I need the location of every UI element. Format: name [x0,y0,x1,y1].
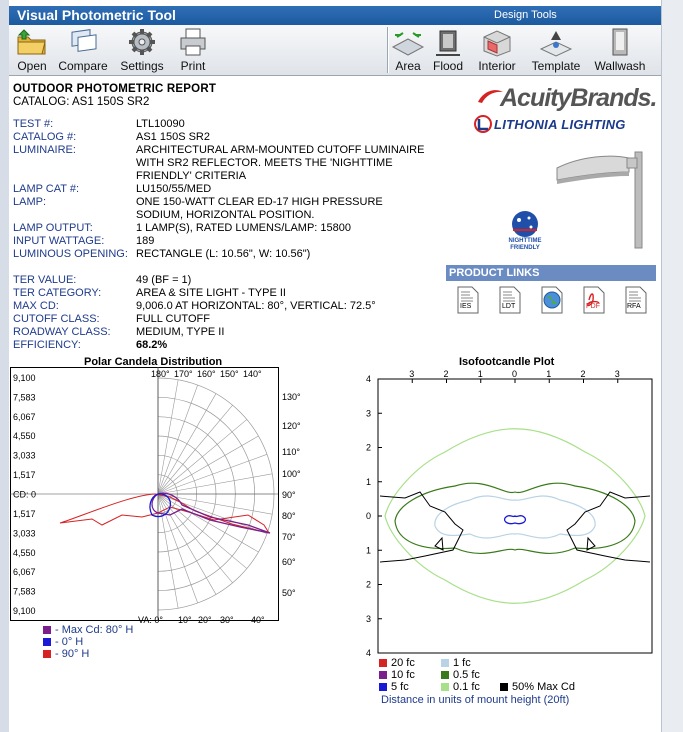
area-button[interactable] [391,27,425,73]
iso-left-tick: 2 [366,442,372,453]
nighttime-friendly-text: NIGHTTIME FRIENDLY [508,238,542,251]
polar-angle-label: 30° [220,615,234,625]
iso-chart-title: Isofootcandle Plot [459,356,555,368]
polar-chart-title: Polar Candela Distribution [84,356,223,368]
vertical-scrollbar[interactable] [661,0,683,732]
polar-candela-chart [10,367,350,627]
lithonia-mark-icon [473,115,493,133]
open-button[interactable] [13,27,51,73]
rfa-label: RFA [627,303,641,310]
field-label: CUTOFF CLASS: [13,313,100,325]
field-label: EFFICIENCY: [13,339,81,351]
polar-legend-0h [43,636,83,648]
ldt-label: LDT [502,303,516,310]
design-tools-label: Design Tools [494,9,557,21]
field-value: RECTANGLE (L: 10.56", W: 10.56") [136,248,311,260]
ies-link[interactable] [455,286,481,314]
template-button[interactable] [527,27,585,73]
luminaire-image [551,150,651,250]
wallwash-icon [603,27,637,57]
iso-contour-50pct-right [567,492,650,562]
field-label: TER CATEGORY: [13,287,102,299]
field-label: TEST #: [13,118,54,130]
iso-legend-label: 0.5 fc [453,669,480,681]
field-value: 68.2% [136,339,168,351]
ies-label: IES [460,303,472,310]
iso-legend-50pct [500,681,575,693]
iso-top-tick: 3 [409,369,415,379]
legend-swatch [441,659,449,667]
polar-cd-label: 1,517 [13,470,36,480]
polar-cd-label: 7,583 [13,392,36,403]
polar-angle-label: 40° [251,615,265,625]
iso-legend-5fc [379,681,409,693]
polar-angle-label: 80° [282,511,296,521]
iso-left-tick: 3 [366,408,372,419]
iso-top-tick: 0 [512,369,518,379]
print-label: Print [180,59,206,73]
report-catalog-line: CATALOG: AS1 150S SR2 [13,96,150,108]
flood-label: Flood [432,59,464,73]
polar-cd-label: 9,100 [13,606,36,616]
field-label: MAX CD: [13,300,59,312]
field-value: 49 (BF = 1) [136,274,192,286]
iso-left-tick: 4 [366,648,372,657]
legend-swatch [441,683,449,691]
iso-legend-label: 5 fc [391,681,409,693]
polar-cd-label: 3,033 [13,450,36,461]
product-links-header: PRODUCT LINKS [446,265,656,281]
area-icon [391,27,425,57]
settings-label: Settings [120,59,164,73]
field-label: LUMINOUS OPENING: [13,248,128,260]
polar-cd-label: CD: 0 [13,489,37,500]
pdf-label: PDF [586,303,600,310]
report-title: OUTDOOR PHOTOMETRIC REPORT [13,83,217,95]
polar-legend-90h [43,648,89,660]
polar-angle-label: 180° [151,369,170,379]
interior-icon [480,27,514,57]
ldt-link[interactable] [497,286,523,314]
polar-angle-label: 110° [282,447,300,457]
polar-legend-0h-label: - 0° H [55,636,84,648]
interior-button[interactable] [475,27,519,73]
left-border [0,0,9,732]
legend-swatch [379,659,387,667]
legend-swatch [43,638,51,646]
iso-left-tick: 1 [366,545,372,556]
field-label: LAMP CAT #: [13,183,80,195]
field-value: AREA & SITE LIGHT - TYPE II [136,287,286,299]
polar-cd-label: 6,067 [13,411,36,422]
polar-angle-label: 120° [282,421,301,431]
iso-legend-1fc [441,657,471,669]
field-value: AS1 150S SR2 [136,131,210,143]
polar-angle-label: 140° [243,369,262,379]
area-label: Area [395,59,421,73]
field-label: TER VALUE: [13,274,77,286]
iso-left-tick: 4 [366,374,372,384]
iso-legend-label: 20 fc [391,657,415,669]
polar-angle-label: 130° [282,392,301,402]
isofootcandle-chart [364,367,660,657]
polar-angle-label: 90° [282,490,296,500]
field-label: INPUT WATTAGE: [13,235,105,247]
iso-legend-label: 10 fc [391,669,415,681]
rfa-link[interactable] [623,286,649,314]
iso-top-tick: 1 [546,369,552,379]
toolbar-separator [387,27,389,73]
field-label: CATALOG #: [13,131,77,143]
iso-distance-note: Distance in units of mount height (20ft) [381,694,570,706]
app-title: Visual Photometric Tool [17,7,176,23]
legend-swatch [43,650,51,658]
iso-contour-50pct-left [380,492,463,562]
iso-left-tick: 1 [366,476,372,487]
polar-cd-label: 4,550 [13,431,36,442]
polar-cd-label: 9,100 [13,373,36,383]
iso-left-tick: 2 [366,579,372,590]
folder-open-icon [15,27,49,57]
field-value: ARCHITECTURAL ARM-MOUNTED CUTOFF LUMINAIRE WITH SR2 REFLECTOR. MEETS THE 'NIGHTTIME FRIENDLY' CRITERIA [136,144,425,182]
iso-contour-0.5fc [395,483,635,553]
polar-cd-label: 1,517 [13,509,36,519]
field-label: LUMINAIRE: [13,144,76,156]
iso-legend-20fc [379,657,415,669]
polar-cd-label: 3,033 [13,528,36,539]
field-value: MEDIUM, TYPE II [136,326,225,338]
wallwash-button[interactable] [591,27,649,73]
gear-icon [125,27,159,57]
field-value: FULL CUTOFF [136,313,210,325]
legend-swatch [379,683,387,691]
globe-icon [539,286,565,314]
open-label: Open [17,59,47,73]
iso-top-tick: 3 [614,369,620,379]
polar-angle-label: 100° [282,469,301,479]
polar-angle-label: 10° [178,615,192,625]
iso-top-tick: 1 [477,369,483,379]
print-button[interactable] [174,27,212,73]
printer-icon [176,27,210,57]
flood-button[interactable] [431,27,465,73]
compare-label: Compare [58,59,108,73]
compare-icon [66,27,100,57]
template-label: Template [531,59,581,73]
template-icon [539,27,573,57]
acuity-brands-logo: AcuityBrands. [500,84,657,112]
polar-cd-label: 7,583 [13,586,36,597]
polar-angle-label: 170° [174,369,193,379]
polar-angle-label: 60° [282,557,296,567]
compare-button[interactable] [55,27,111,73]
field-label: ROADWAY CLASS: [13,326,111,338]
field-value: 9,006.0 AT HORIZONTAL: 80°, VERTICAL: 72.5° [136,300,376,312]
title-bar [9,6,661,25]
iso-left-tick: 0 [366,511,372,521]
iso-legend-label: 50% Max Cd [512,681,575,693]
polar-angle-label: VA: 0° [138,615,163,625]
settings-button[interactable] [117,27,167,73]
polar-legend-90h-label: - 90° H [55,648,90,660]
legend-swatch [500,683,508,691]
polar-angle-label: 160° [197,369,216,379]
polar-angle-label: 50° [282,588,296,598]
web-link[interactable] [539,286,565,314]
polar-angle-label: 20° [198,615,212,625]
polar-angle-label: 150° [220,369,239,379]
lithonia-logo: LITHONIA LIGHTING [494,117,626,132]
polar-legend-max [43,624,133,636]
legend-swatch [43,626,51,634]
iso-legend-label: 1 fc [453,657,471,669]
polar-angle-label: 70° [282,532,296,542]
field-value: LTL10090 [136,118,185,130]
flood-icon [431,27,465,57]
legend-swatch [379,671,387,679]
iso-top-tick: 2 [580,369,586,379]
field-label: LAMP OUTPUT: [13,222,93,234]
polar-cd-label: 4,550 [13,547,36,558]
polar-legend-max-label: - Max Cd: 80° H [55,624,134,636]
field-value: ONE 150-WATT CLEAR ED-17 HIGH PRESSURE SODIUM, HORIZONTAL POSITION. [136,196,383,221]
polar-cd-label: 6,067 [13,567,36,578]
legend-swatch [441,671,449,679]
iso-contour-1fc [435,496,595,538]
iso-legend-label: 0.1 fc [453,681,480,693]
iso-legend-10fc [379,669,415,681]
pdf-link[interactable] [581,286,607,314]
iso-legend-05fc [441,669,480,681]
field-label: LAMP: [13,196,47,208]
iso-contour-5fc [505,516,526,524]
toolbar [9,25,661,76]
field-value: LU150/55/MED [136,183,212,195]
interior-label: Interior [478,59,516,73]
iso-legend-01fc [441,681,480,693]
wallwash-label: Wallwash [594,59,646,73]
field-value: 189 [136,235,155,247]
iso-left-tick: 3 [366,613,372,624]
iso-top-tick: 2 [443,369,449,379]
field-value: 1 LAMP(S), RATED LUMENS/LAMP: 15800 [136,222,351,234]
